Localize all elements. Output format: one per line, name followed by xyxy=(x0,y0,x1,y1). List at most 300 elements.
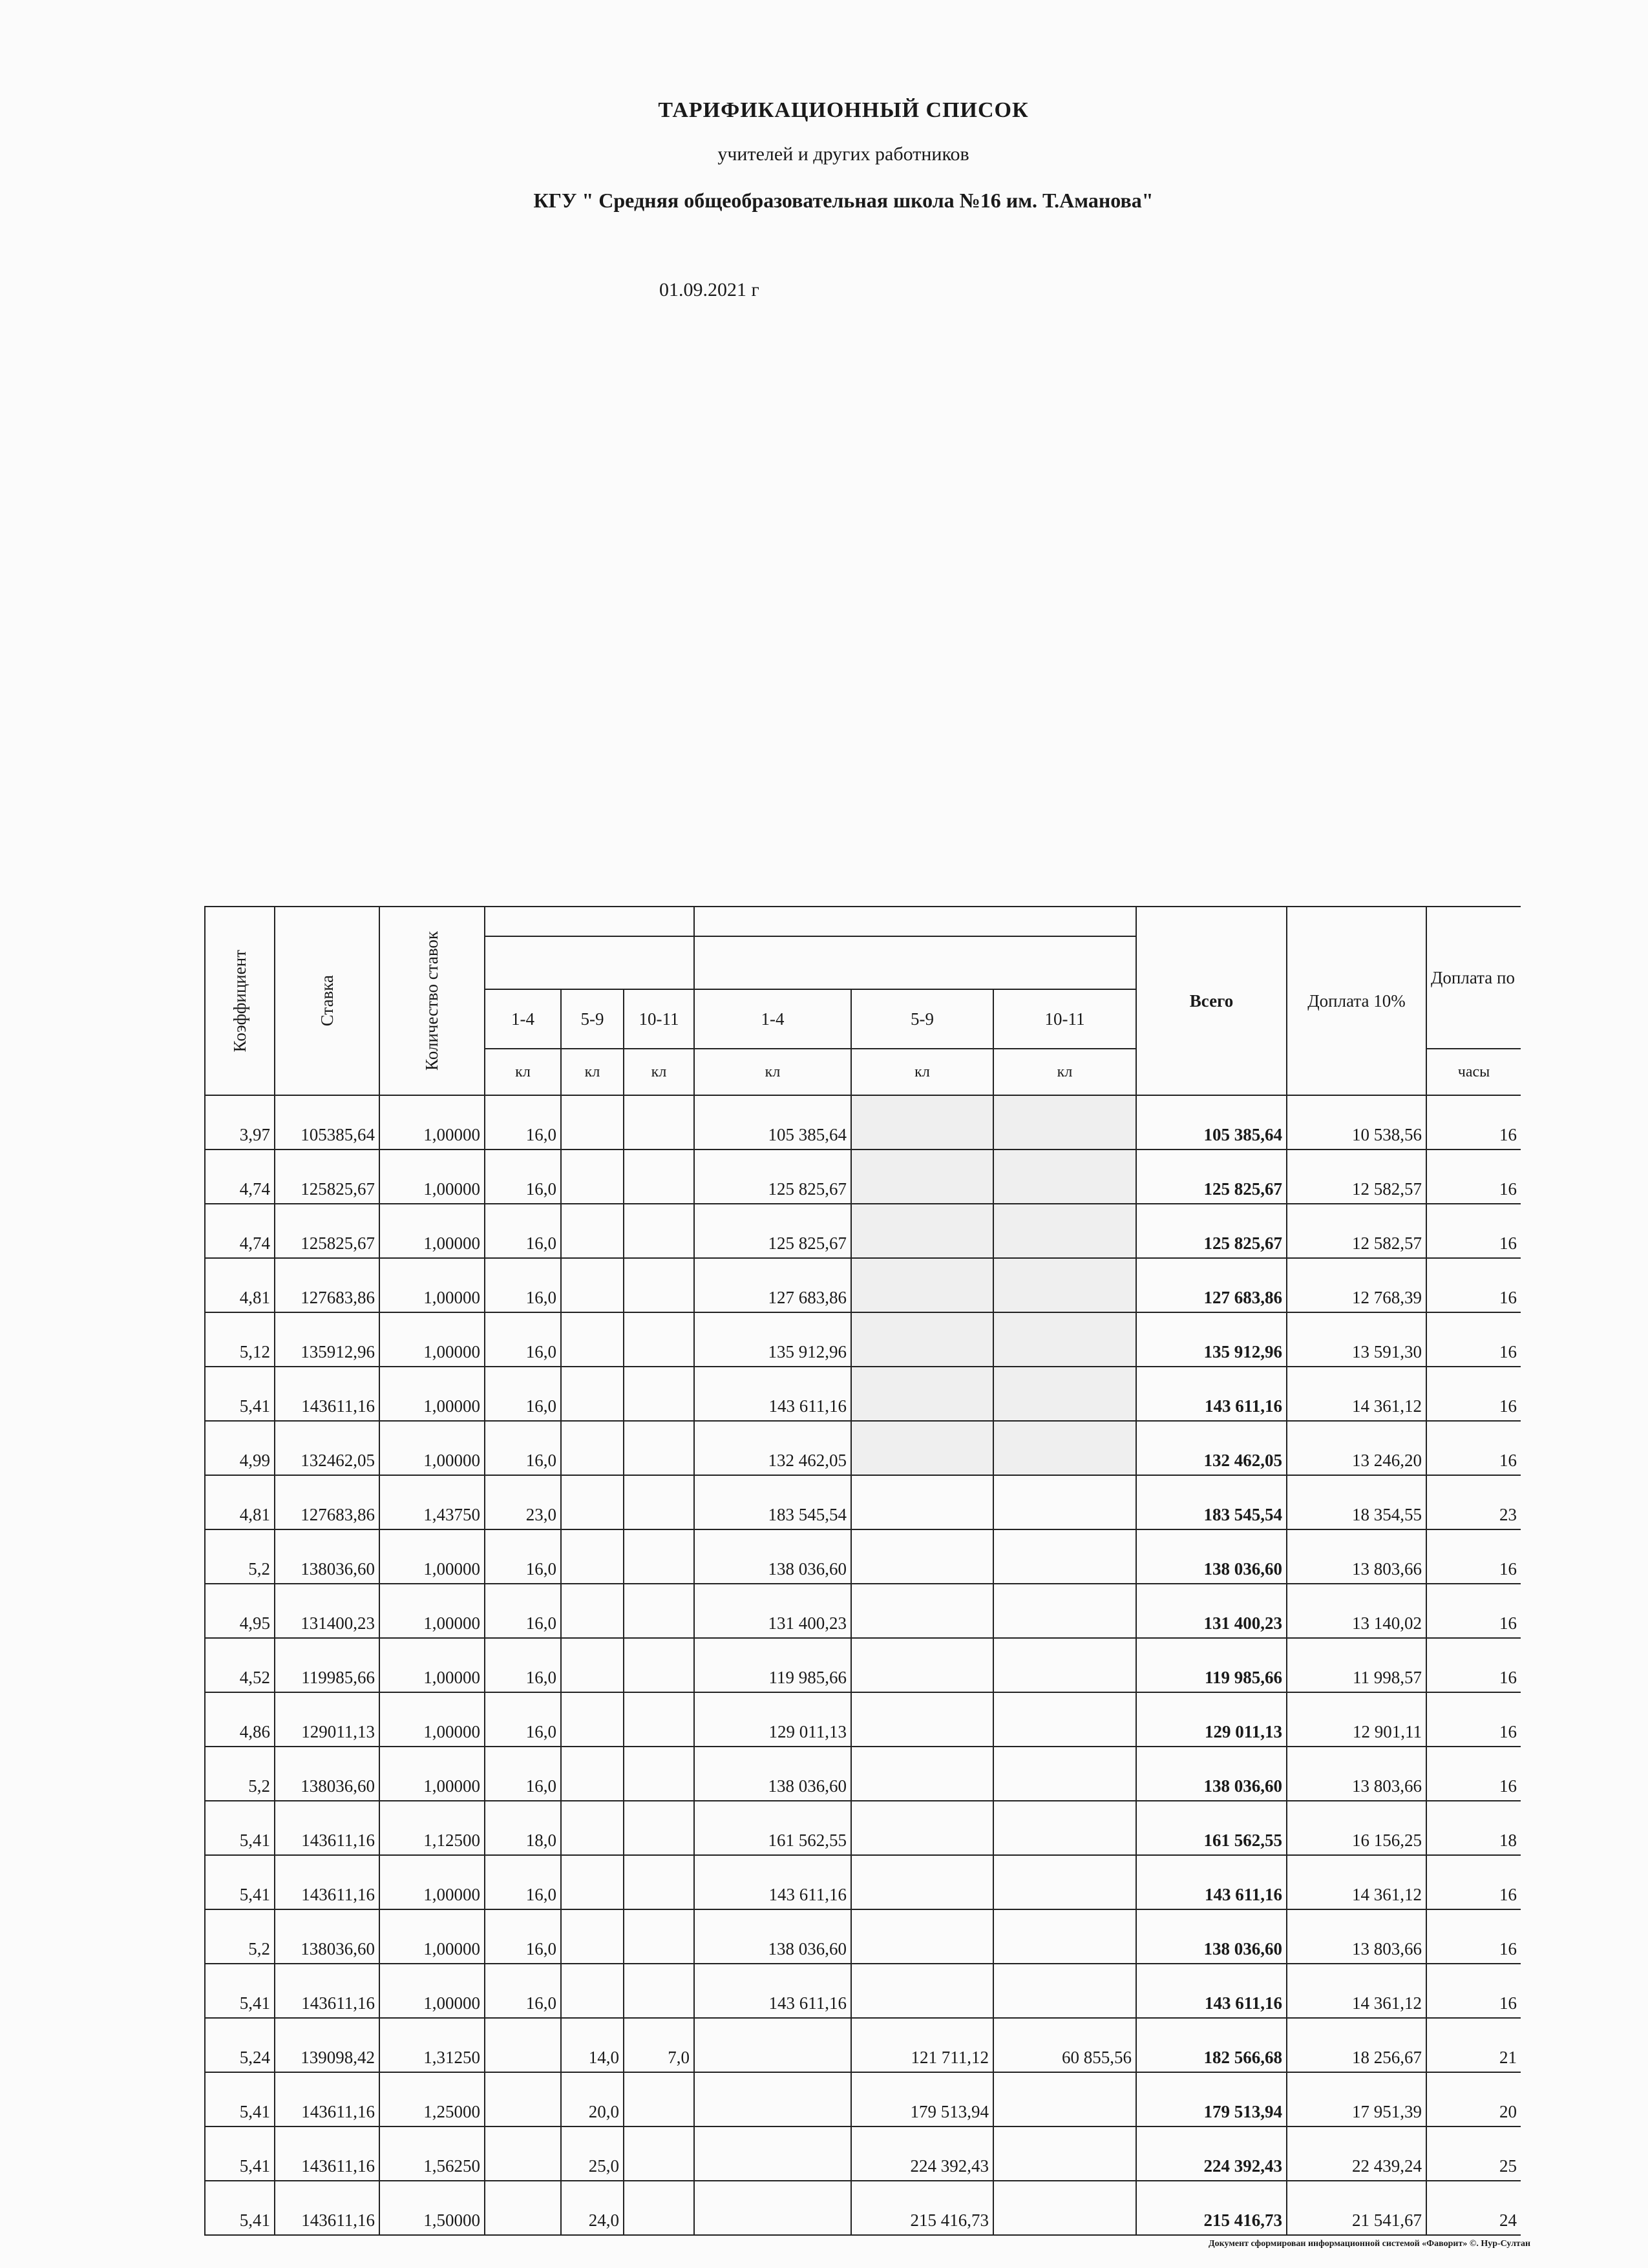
cell-sum-10-11 xyxy=(993,1964,1136,2018)
document-subtitle: учителей и других работников xyxy=(717,143,969,165)
cell-doplata10: 14 361,12 xyxy=(1287,1855,1426,1909)
col-doplata-po: Доплата по xyxy=(1426,907,1521,1049)
cell-koef: 4,74 xyxy=(205,1204,275,1258)
cell-doplata10: 18 354,55 xyxy=(1287,1475,1426,1529)
cell-doplata10: 12 582,57 xyxy=(1287,1150,1426,1204)
cell-stavka: 143611,16 xyxy=(275,2072,379,2126)
cell-sum-10-11 xyxy=(993,2126,1136,2181)
cell-sum-1-4: 125 825,67 xyxy=(694,1150,851,1204)
cell-kolvo: 1,00000 xyxy=(379,1638,485,1692)
group-sums-mid xyxy=(694,936,1136,989)
table-row xyxy=(205,1964,1521,2018)
col-stavka xyxy=(275,907,379,1095)
cell-kolvo: 1,00000 xyxy=(379,1692,485,1747)
col-vsego: Всего xyxy=(1136,907,1287,1095)
document-title: ТАРИФИКАЦИОННЫЙ СПИСОК xyxy=(658,98,1029,122)
cell-hours-1-4: 18,0 xyxy=(485,1801,561,1855)
cell-hours-1-4: 23,0 xyxy=(485,1475,561,1529)
cell-stavka: 127683,86 xyxy=(275,1475,379,1529)
cell-chasy: 16 xyxy=(1426,1692,1521,1747)
cell-hours-5-9 xyxy=(561,1150,624,1204)
cell-stavka: 105385,64 xyxy=(275,1095,379,1150)
cell-chasy: 23 xyxy=(1426,1475,1521,1529)
cell-koef: 5,41 xyxy=(205,1801,275,1855)
cell-vsego: 105 385,64 xyxy=(1136,1095,1287,1150)
cell-hours-1-4: 16,0 xyxy=(485,1964,561,2018)
cell-sum-5-9 xyxy=(851,1204,993,1258)
cell-sum-5-9 xyxy=(851,1964,993,2018)
table-row xyxy=(205,1855,1521,1909)
cell-chasy: 24 xyxy=(1426,2181,1521,2235)
cell-vsego: 138 036,60 xyxy=(1136,1909,1287,1964)
cell-doplata10: 16 156,25 xyxy=(1287,1801,1426,1855)
cell-sum-10-11 xyxy=(993,1638,1136,1692)
cell-chasy: 25 xyxy=(1426,2126,1521,2181)
cell-hours-5-9 xyxy=(561,1964,624,2018)
cell-stavka: 132462,05 xyxy=(275,1421,379,1475)
cell-sum-10-11: 60 855,56 xyxy=(993,2018,1136,2072)
cell-sum-1-4: 105 385,64 xyxy=(694,1095,851,1150)
unit-sum-1-4: кл xyxy=(694,1049,851,1095)
cell-hours-1-4: 16,0 xyxy=(485,1855,561,1909)
cell-stavka: 131400,23 xyxy=(275,1584,379,1638)
cell-sum-5-9 xyxy=(851,1529,993,1584)
cell-hours-10-11 xyxy=(624,1095,694,1150)
cell-sum-5-9: 179 513,94 xyxy=(851,2072,993,2126)
cell-koef: 4,86 xyxy=(205,1692,275,1747)
cell-kolvo: 1,00000 xyxy=(379,1150,485,1204)
cell-kolvo: 1,00000 xyxy=(379,1095,485,1150)
cell-sum-1-4: 119 985,66 xyxy=(694,1638,851,1692)
cell-hours-10-11 xyxy=(624,1584,694,1638)
cell-doplata10: 12 901,11 xyxy=(1287,1692,1426,1747)
col-koef-label: Коэффициент xyxy=(229,949,249,1053)
table-row xyxy=(205,1801,1521,1855)
cell-doplata10: 12 768,39 xyxy=(1287,1258,1426,1312)
cell-kolvo: 1,00000 xyxy=(379,1855,485,1909)
cell-doplata10: 13 591,30 xyxy=(1287,1312,1426,1367)
table-row xyxy=(205,2072,1521,2126)
cell-sum-1-4 xyxy=(694,2072,851,2126)
cell-sum-1-4: 138 036,60 xyxy=(694,1529,851,1584)
cell-sum-1-4: 143 611,16 xyxy=(694,1964,851,2018)
cell-stavka: 143611,16 xyxy=(275,1855,379,1909)
cell-doplata10: 17 951,39 xyxy=(1287,2072,1426,2126)
cell-chasy: 16 xyxy=(1426,1909,1521,1964)
cell-hours-1-4: 16,0 xyxy=(485,1692,561,1747)
cell-sum-10-11 xyxy=(993,1801,1136,1855)
col-hours-1-4: 1-4 xyxy=(485,989,561,1049)
cell-doplata10: 14 361,12 xyxy=(1287,1367,1426,1421)
cell-hours-1-4: 16,0 xyxy=(485,1367,561,1421)
cell-doplata10: 12 582,57 xyxy=(1287,1204,1426,1258)
cell-chasy: 16 xyxy=(1426,1258,1521,1312)
cell-sum-1-4: 131 400,23 xyxy=(694,1584,851,1638)
cell-hours-5-9 xyxy=(561,1258,624,1312)
cell-doplata10: 18 256,67 xyxy=(1287,2018,1426,2072)
cell-sum-1-4: 161 562,55 xyxy=(694,1801,851,1855)
cell-hours-10-11: 7,0 xyxy=(624,2018,694,2072)
cell-hours-5-9 xyxy=(561,1855,624,1909)
cell-vsego: 135 912,96 xyxy=(1136,1312,1287,1367)
cell-vsego: 138 036,60 xyxy=(1136,1747,1287,1801)
cell-sum-10-11 xyxy=(993,1475,1136,1529)
cell-hours-10-11 xyxy=(624,2181,694,2235)
col-koef xyxy=(205,907,275,1095)
table-row xyxy=(205,1367,1521,1421)
cell-koef: 5,24 xyxy=(205,2018,275,2072)
table-row xyxy=(205,1584,1521,1638)
table-row xyxy=(205,1747,1521,1801)
cell-stavka: 129011,13 xyxy=(275,1692,379,1747)
cell-vsego: 161 562,55 xyxy=(1136,1801,1287,1855)
cell-sum-10-11 xyxy=(993,1855,1136,1909)
cell-chasy: 16 xyxy=(1426,1312,1521,1367)
cell-hours-1-4: 16,0 xyxy=(485,1204,561,1258)
cell-hours-5-9 xyxy=(561,1638,624,1692)
cell-hours-1-4 xyxy=(485,2018,561,2072)
unit-chasy: часы xyxy=(1426,1049,1521,1095)
cell-sum-10-11 xyxy=(993,1312,1136,1367)
cell-hours-5-9: 20,0 xyxy=(561,2072,624,2126)
cell-sum-5-9 xyxy=(851,1692,993,1747)
cell-stavka: 138036,60 xyxy=(275,1529,379,1584)
unit-hours-5-9: кл xyxy=(561,1049,624,1095)
cell-vsego: 138 036,60 xyxy=(1136,1529,1287,1584)
cell-doplata10: 11 998,57 xyxy=(1287,1638,1426,1692)
cell-hours-10-11 xyxy=(624,1855,694,1909)
cell-sum-5-9: 121 711,12 xyxy=(851,2018,993,2072)
cell-chasy: 16 xyxy=(1426,1855,1521,1909)
table-row xyxy=(205,1421,1521,1475)
table-row xyxy=(205,2018,1521,2072)
cell-chasy: 16 xyxy=(1426,1204,1521,1258)
cell-koef: 4,52 xyxy=(205,1638,275,1692)
cell-sum-10-11 xyxy=(993,1692,1136,1747)
cell-stavka: 138036,60 xyxy=(275,1909,379,1964)
table-row xyxy=(205,1095,1521,1150)
cell-kolvo: 1,00000 xyxy=(379,1204,485,1258)
cell-vsego: 131 400,23 xyxy=(1136,1584,1287,1638)
cell-sum-5-9 xyxy=(851,1584,993,1638)
cell-sum-10-11 xyxy=(993,1095,1136,1150)
cell-kolvo: 1,00000 xyxy=(379,1258,485,1312)
cell-sum-10-11 xyxy=(993,1204,1136,1258)
cell-doplata10: 13 803,66 xyxy=(1287,1747,1426,1801)
cell-sum-5-9 xyxy=(851,1747,993,1801)
cell-vsego: 224 392,43 xyxy=(1136,2126,1287,2181)
cell-koef: 5,2 xyxy=(205,1747,275,1801)
cell-vsego: 132 462,05 xyxy=(1136,1421,1287,1475)
table-row xyxy=(205,1909,1521,1964)
cell-sum-5-9 xyxy=(851,1258,993,1312)
cell-sum-10-11 xyxy=(993,1584,1136,1638)
table-header xyxy=(205,907,1521,1095)
cell-hours-1-4: 16,0 xyxy=(485,1584,561,1638)
cell-hours-1-4: 16,0 xyxy=(485,1747,561,1801)
col-sum-1-4: 1-4 xyxy=(694,989,851,1049)
cell-koef: 5,2 xyxy=(205,1909,275,1964)
table-row xyxy=(205,1475,1521,1529)
cell-stavka: 127683,86 xyxy=(275,1258,379,1312)
cell-koef: 5,41 xyxy=(205,1855,275,1909)
cell-sum-10-11 xyxy=(993,1421,1136,1475)
cell-hours-5-9 xyxy=(561,1204,624,1258)
cell-sum-5-9 xyxy=(851,1150,993,1204)
cell-chasy: 16 xyxy=(1426,1150,1521,1204)
cell-doplata10: 13 140,02 xyxy=(1287,1584,1426,1638)
organization-name: КГУ " Средняя общеобразовательная школа №16 им. Т.Аманова" xyxy=(533,189,1154,212)
cell-hours-5-9 xyxy=(561,1909,624,1964)
cell-vsego: 143 611,16 xyxy=(1136,1367,1287,1421)
cell-chasy: 16 xyxy=(1426,1584,1521,1638)
cell-hours-1-4: 16,0 xyxy=(485,1095,561,1150)
cell-hours-5-9 xyxy=(561,1312,624,1367)
table-row xyxy=(205,1204,1521,1258)
cell-sum-1-4: 127 683,86 xyxy=(694,1258,851,1312)
cell-kolvo: 1,00000 xyxy=(379,1909,485,1964)
cell-hours-1-4: 16,0 xyxy=(485,1909,561,1964)
group-sums-top xyxy=(694,907,1136,936)
cell-chasy: 21 xyxy=(1426,2018,1521,2072)
cell-chasy: 16 xyxy=(1426,1964,1521,2018)
cell-hours-10-11 xyxy=(624,1909,694,1964)
table-row xyxy=(205,1258,1521,1312)
cell-vsego: 183 545,54 xyxy=(1136,1475,1287,1529)
col-kolvo-label: Количество ставок xyxy=(422,931,441,1071)
unit-hours-10-11: кл xyxy=(624,1049,694,1095)
cell-sum-5-9 xyxy=(851,1855,993,1909)
cell-koef: 5,41 xyxy=(205,1964,275,2018)
cell-doplata10: 13 246,20 xyxy=(1287,1421,1426,1475)
unit-sum-5-9: кл xyxy=(851,1049,993,1095)
group-hours-top xyxy=(485,907,694,936)
cell-sum-5-9 xyxy=(851,1475,993,1529)
cell-chasy: 18 xyxy=(1426,1801,1521,1855)
cell-sum-10-11 xyxy=(993,1909,1136,1964)
cell-sum-5-9 xyxy=(851,1909,993,1964)
unit-hours-1-4: кл xyxy=(485,1049,561,1095)
cell-chasy: 20 xyxy=(1426,2072,1521,2126)
group-hours-mid xyxy=(485,936,694,989)
col-sum-10-11: 10-11 xyxy=(993,989,1136,1049)
cell-hours-5-9: 25,0 xyxy=(561,2126,624,2181)
table-row xyxy=(205,1312,1521,1367)
cell-kolvo: 1,00000 xyxy=(379,1312,485,1367)
cell-kolvo: 1,12500 xyxy=(379,1801,485,1855)
cell-stavka: 143611,16 xyxy=(275,1367,379,1421)
cell-koef: 5,41 xyxy=(205,1367,275,1421)
cell-sum-5-9 xyxy=(851,1095,993,1150)
cell-hours-1-4 xyxy=(485,2072,561,2126)
cell-hours-10-11 xyxy=(624,1638,694,1692)
cell-sum-5-9 xyxy=(851,1421,993,1475)
cell-hours-1-4: 16,0 xyxy=(485,1529,561,1584)
table-row xyxy=(205,2126,1521,2181)
cell-hours-5-9 xyxy=(561,1747,624,1801)
cell-stavka: 143611,16 xyxy=(275,1964,379,2018)
cell-vsego: 119 985,66 xyxy=(1136,1638,1287,1692)
cell-koef: 5,41 xyxy=(205,2072,275,2126)
cell-hours-1-4 xyxy=(485,2181,561,2235)
cell-kolvo: 1,43750 xyxy=(379,1475,485,1529)
cell-hours-1-4: 16,0 xyxy=(485,1150,561,1204)
cell-hours-10-11 xyxy=(624,1529,694,1584)
cell-hours-10-11 xyxy=(624,1150,694,1204)
cell-vsego: 182 566,68 xyxy=(1136,2018,1287,2072)
cell-sum-5-9 xyxy=(851,1638,993,1692)
cell-koef: 5,41 xyxy=(205,2126,275,2181)
cell-koef: 4,81 xyxy=(205,1258,275,1312)
table-row xyxy=(205,1150,1521,1204)
cell-hours-10-11 xyxy=(624,1312,694,1367)
cell-chasy: 16 xyxy=(1426,1529,1521,1584)
cell-hours-5-9 xyxy=(561,1801,624,1855)
cell-koef: 5,12 xyxy=(205,1312,275,1367)
cell-sum-1-4: 138 036,60 xyxy=(694,1747,851,1801)
cell-hours-10-11 xyxy=(624,1692,694,1747)
cell-sum-1-4: 143 611,16 xyxy=(694,1855,851,1909)
cell-stavka: 135912,96 xyxy=(275,1312,379,1367)
cell-hours-5-9 xyxy=(561,1095,624,1150)
cell-sum-10-11 xyxy=(993,1529,1136,1584)
cell-sum-5-9 xyxy=(851,1801,993,1855)
unit-sum-10-11: кл xyxy=(993,1049,1136,1095)
cell-sum-1-4: 132 462,05 xyxy=(694,1421,851,1475)
cell-doplata10: 14 361,12 xyxy=(1287,1964,1426,2018)
cell-hours-1-4: 16,0 xyxy=(485,1421,561,1475)
cell-sum-1-4: 129 011,13 xyxy=(694,1692,851,1747)
col-stavka-label: Ставка xyxy=(317,975,337,1027)
cell-sum-1-4: 183 545,54 xyxy=(694,1475,851,1529)
document-date: 01.09.2021 г xyxy=(659,279,759,300)
cell-hours-10-11 xyxy=(624,1747,694,1801)
cell-kolvo: 1,50000 xyxy=(379,2181,485,2235)
table-row xyxy=(205,1529,1521,1584)
cell-hours-5-9: 24,0 xyxy=(561,2181,624,2235)
cell-sum-10-11 xyxy=(993,1150,1136,1204)
cell-koef: 4,81 xyxy=(205,1475,275,1529)
col-doplata10: Доплата 10% xyxy=(1287,907,1426,1095)
cell-hours-10-11 xyxy=(624,1801,694,1855)
cell-sum-1-4: 138 036,60 xyxy=(694,1909,851,1964)
table-row xyxy=(205,1692,1521,1747)
cell-hours-10-11 xyxy=(624,1204,694,1258)
cell-hours-5-9 xyxy=(561,1421,624,1475)
cell-sum-1-4: 125 825,67 xyxy=(694,1204,851,1258)
cell-hours-5-9 xyxy=(561,1475,624,1529)
cell-stavka: 139098,42 xyxy=(275,2018,379,2072)
cell-sum-1-4 xyxy=(694,2126,851,2181)
cell-vsego: 125 825,67 xyxy=(1136,1150,1287,1204)
cell-hours-10-11 xyxy=(624,2126,694,2181)
col-kolvo xyxy=(379,907,485,1095)
footer-note: Документ сформирован информационной системой «Фаворит» ©. Нур-Султан xyxy=(1209,2239,1531,2249)
cell-hours-10-11 xyxy=(624,1964,694,2018)
cell-kolvo: 1,00000 xyxy=(379,1367,485,1421)
cell-koef: 5,41 xyxy=(205,2181,275,2235)
table-body xyxy=(205,1095,1521,2235)
cell-sum-10-11 xyxy=(993,2181,1136,2235)
cell-doplata10: 13 803,66 xyxy=(1287,1909,1426,1964)
cell-sum-1-4 xyxy=(694,2181,851,2235)
cell-vsego: 129 011,13 xyxy=(1136,1692,1287,1747)
cell-stavka: 143611,16 xyxy=(275,2181,379,2235)
cell-vsego: 143 611,16 xyxy=(1136,1964,1287,2018)
cell-koef: 4,74 xyxy=(205,1150,275,1204)
cell-hours-5-9 xyxy=(561,1529,624,1584)
cell-chasy: 16 xyxy=(1426,1638,1521,1692)
cell-chasy: 16 xyxy=(1426,1747,1521,1801)
cell-stavka: 143611,16 xyxy=(275,1801,379,1855)
cell-chasy: 16 xyxy=(1426,1095,1521,1150)
cell-kolvo: 1,00000 xyxy=(379,1421,485,1475)
cell-sum-5-9 xyxy=(851,1312,993,1367)
cell-doplata10: 10 538,56 xyxy=(1287,1095,1426,1150)
cell-stavka: 125825,67 xyxy=(275,1204,379,1258)
cell-sum-10-11 xyxy=(993,1367,1136,1421)
cell-sum-10-11 xyxy=(993,1747,1136,1801)
cell-kolvo: 1,25000 xyxy=(379,2072,485,2126)
cell-kolvo: 1,56250 xyxy=(379,2126,485,2181)
cell-hours-5-9: 14,0 xyxy=(561,2018,624,2072)
cell-stavka: 125825,67 xyxy=(275,1150,379,1204)
cell-vsego: 125 825,67 xyxy=(1136,1204,1287,1258)
cell-hours-10-11 xyxy=(624,1367,694,1421)
cell-hours-10-11 xyxy=(624,2072,694,2126)
col-hours-10-11: 10-11 xyxy=(624,989,694,1049)
cell-sum-5-9: 224 392,43 xyxy=(851,2126,993,2181)
cell-kolvo: 1,31250 xyxy=(379,2018,485,2072)
cell-sum-5-9 xyxy=(851,1367,993,1421)
cell-hours-1-4: 16,0 xyxy=(485,1312,561,1367)
cell-stavka: 138036,60 xyxy=(275,1747,379,1801)
cell-sum-1-4 xyxy=(694,2018,851,2072)
cell-hours-1-4: 16,0 xyxy=(485,1258,561,1312)
cell-vsego: 179 513,94 xyxy=(1136,2072,1287,2126)
cell-hours-10-11 xyxy=(624,1421,694,1475)
cell-stavka: 119985,66 xyxy=(275,1638,379,1692)
cell-kolvo: 1,00000 xyxy=(379,1747,485,1801)
cell-sum-1-4: 135 912,96 xyxy=(694,1312,851,1367)
cell-kolvo: 1,00000 xyxy=(379,1584,485,1638)
cell-hours-10-11 xyxy=(624,1475,694,1529)
table-row xyxy=(205,1638,1521,1692)
cell-koef: 4,95 xyxy=(205,1584,275,1638)
cell-vsego: 127 683,86 xyxy=(1136,1258,1287,1312)
cell-sum-10-11 xyxy=(993,2072,1136,2126)
cell-koef: 4,99 xyxy=(205,1421,275,1475)
cell-kolvo: 1,00000 xyxy=(379,1529,485,1584)
cell-sum-5-9: 215 416,73 xyxy=(851,2181,993,2235)
col-hours-5-9: 5-9 xyxy=(561,989,624,1049)
cell-vsego: 215 416,73 xyxy=(1136,2181,1287,2235)
cell-hours-1-4: 16,0 xyxy=(485,1638,561,1692)
cell-sum-1-4: 143 611,16 xyxy=(694,1367,851,1421)
cell-stavka: 143611,16 xyxy=(275,2126,379,2181)
cell-hours-10-11 xyxy=(624,1258,694,1312)
cell-chasy: 16 xyxy=(1426,1421,1521,1475)
cell-chasy: 16 xyxy=(1426,1367,1521,1421)
cell-kolvo: 1,00000 xyxy=(379,1964,485,2018)
cell-doplata10: 13 803,66 xyxy=(1287,1529,1426,1584)
tarification-table xyxy=(204,906,1521,2236)
cell-doplata10: 22 439,24 xyxy=(1287,2126,1426,2181)
cell-hours-5-9 xyxy=(561,1692,624,1747)
cell-hours-1-4 xyxy=(485,2126,561,2181)
cell-vsego: 143 611,16 xyxy=(1136,1855,1287,1909)
cell-doplata10: 21 541,67 xyxy=(1287,2181,1426,2235)
